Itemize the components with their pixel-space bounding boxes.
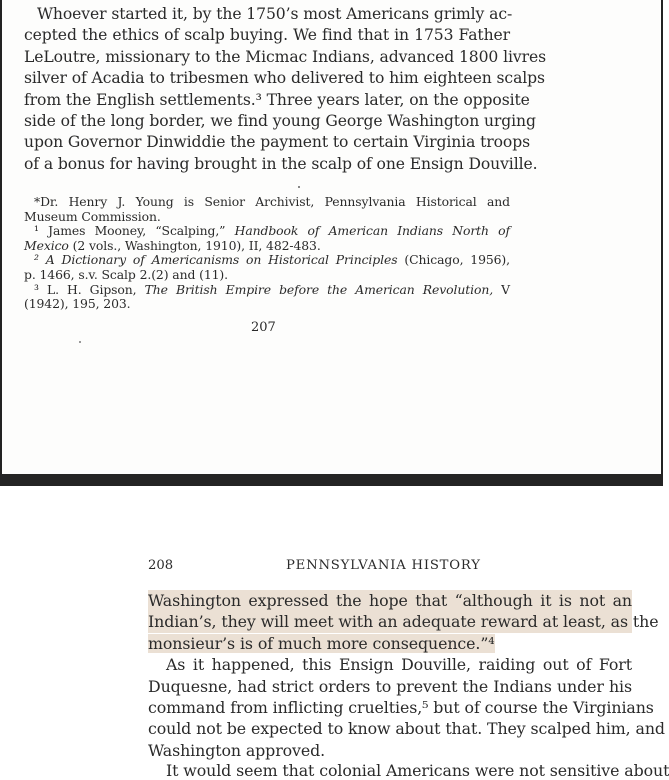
text-line: LeLoutre, missionary to the Micmac Indians, advanced 1800 livres bbox=[24, 47, 546, 66]
text-line: side of the long border, we find young George Washington urging bbox=[24, 112, 536, 131]
footnote-author-cont: Museum Commission. bbox=[24, 208, 161, 224]
text-line: cepted the ethics of scalp buying. We find that in 1753 Father bbox=[24, 26, 510, 45]
footnote-1-cont: Mexico (2 vols., Washington, 1910), II, 482-483. bbox=[24, 237, 321, 253]
footnotes bbox=[24, 195, 510, 312]
page-divider bbox=[0, 474, 663, 486]
footnote-3: ³ L. H. Gipson, The British Empire before the American Revolution, V bbox=[34, 281, 511, 297]
running-header bbox=[148, 558, 632, 576]
text-line: Washington approved. bbox=[148, 740, 326, 760]
highlighted-line[interactable]: Washington expressed the hope that “although it is not an bbox=[148, 591, 632, 610]
highlighted-line-end[interactable]: monsieur’s is of much more consequence.”⁴ bbox=[148, 633, 495, 653]
text-line: Duquesne, had strict orders to prevent the Indians under his bbox=[148, 676, 632, 696]
page-number: 207 bbox=[251, 320, 276, 335]
text-line: could not be expected to know about that. They scalped him, and bbox=[148, 719, 665, 739]
body-text bbox=[148, 590, 669, 780]
footnote-separator bbox=[298, 186, 300, 188]
text-line: Whoever started it, by the 1750’s most Americans grimly ac- bbox=[37, 5, 513, 23]
footnote-2-cont: p. 1466, s.v. Scalp 2.(2) and (11). bbox=[24, 266, 228, 282]
scan-speck bbox=[79, 341, 81, 343]
text-line: upon Governor Dinwiddie the payment to certain Virginia troops bbox=[24, 133, 531, 152]
journal-title: PENNSYLVANIA HISTORY bbox=[286, 558, 481, 573]
footnote-author: *Dr. Henry J. Young is Senior Archivist, Pennsylvania Historical and bbox=[34, 194, 510, 209]
footnote-3-cont: (1942), 195, 203. bbox=[24, 296, 131, 312]
text-line: As it happened, this Ensign Douville, raiding out of Fort bbox=[166, 655, 632, 675]
footnote-1: ¹ James Mooney, “Scalping,” Handbook of American Indians North of bbox=[34, 223, 510, 239]
text-line: from the English settlements.³ Three years later, on the opposite bbox=[24, 90, 530, 109]
page-208 bbox=[0, 486, 669, 780]
text-line: of a bonus for having brought in the scalp of one Ensign Douville. bbox=[24, 154, 538, 173]
text-line-partial: It would seem that colonial Americans were not sensitive about bbox=[166, 761, 669, 780]
text-line: silver of Acadia to tribesmen who delivered to him eighteen scalps bbox=[24, 69, 545, 88]
footnote-2: ² A Dictionary of Americanisms on Historical Principles (Chicago, 1956), bbox=[34, 252, 511, 268]
page-number: 208 bbox=[148, 558, 174, 573]
text-line: command from inflicting cruelties,⁵ but of course the Virginians bbox=[148, 698, 654, 718]
body-text bbox=[24, 4, 546, 175]
highlighted-line[interactable]: Indian’s, they will meet with an adequate reward at least, as the bbox=[148, 612, 659, 632]
